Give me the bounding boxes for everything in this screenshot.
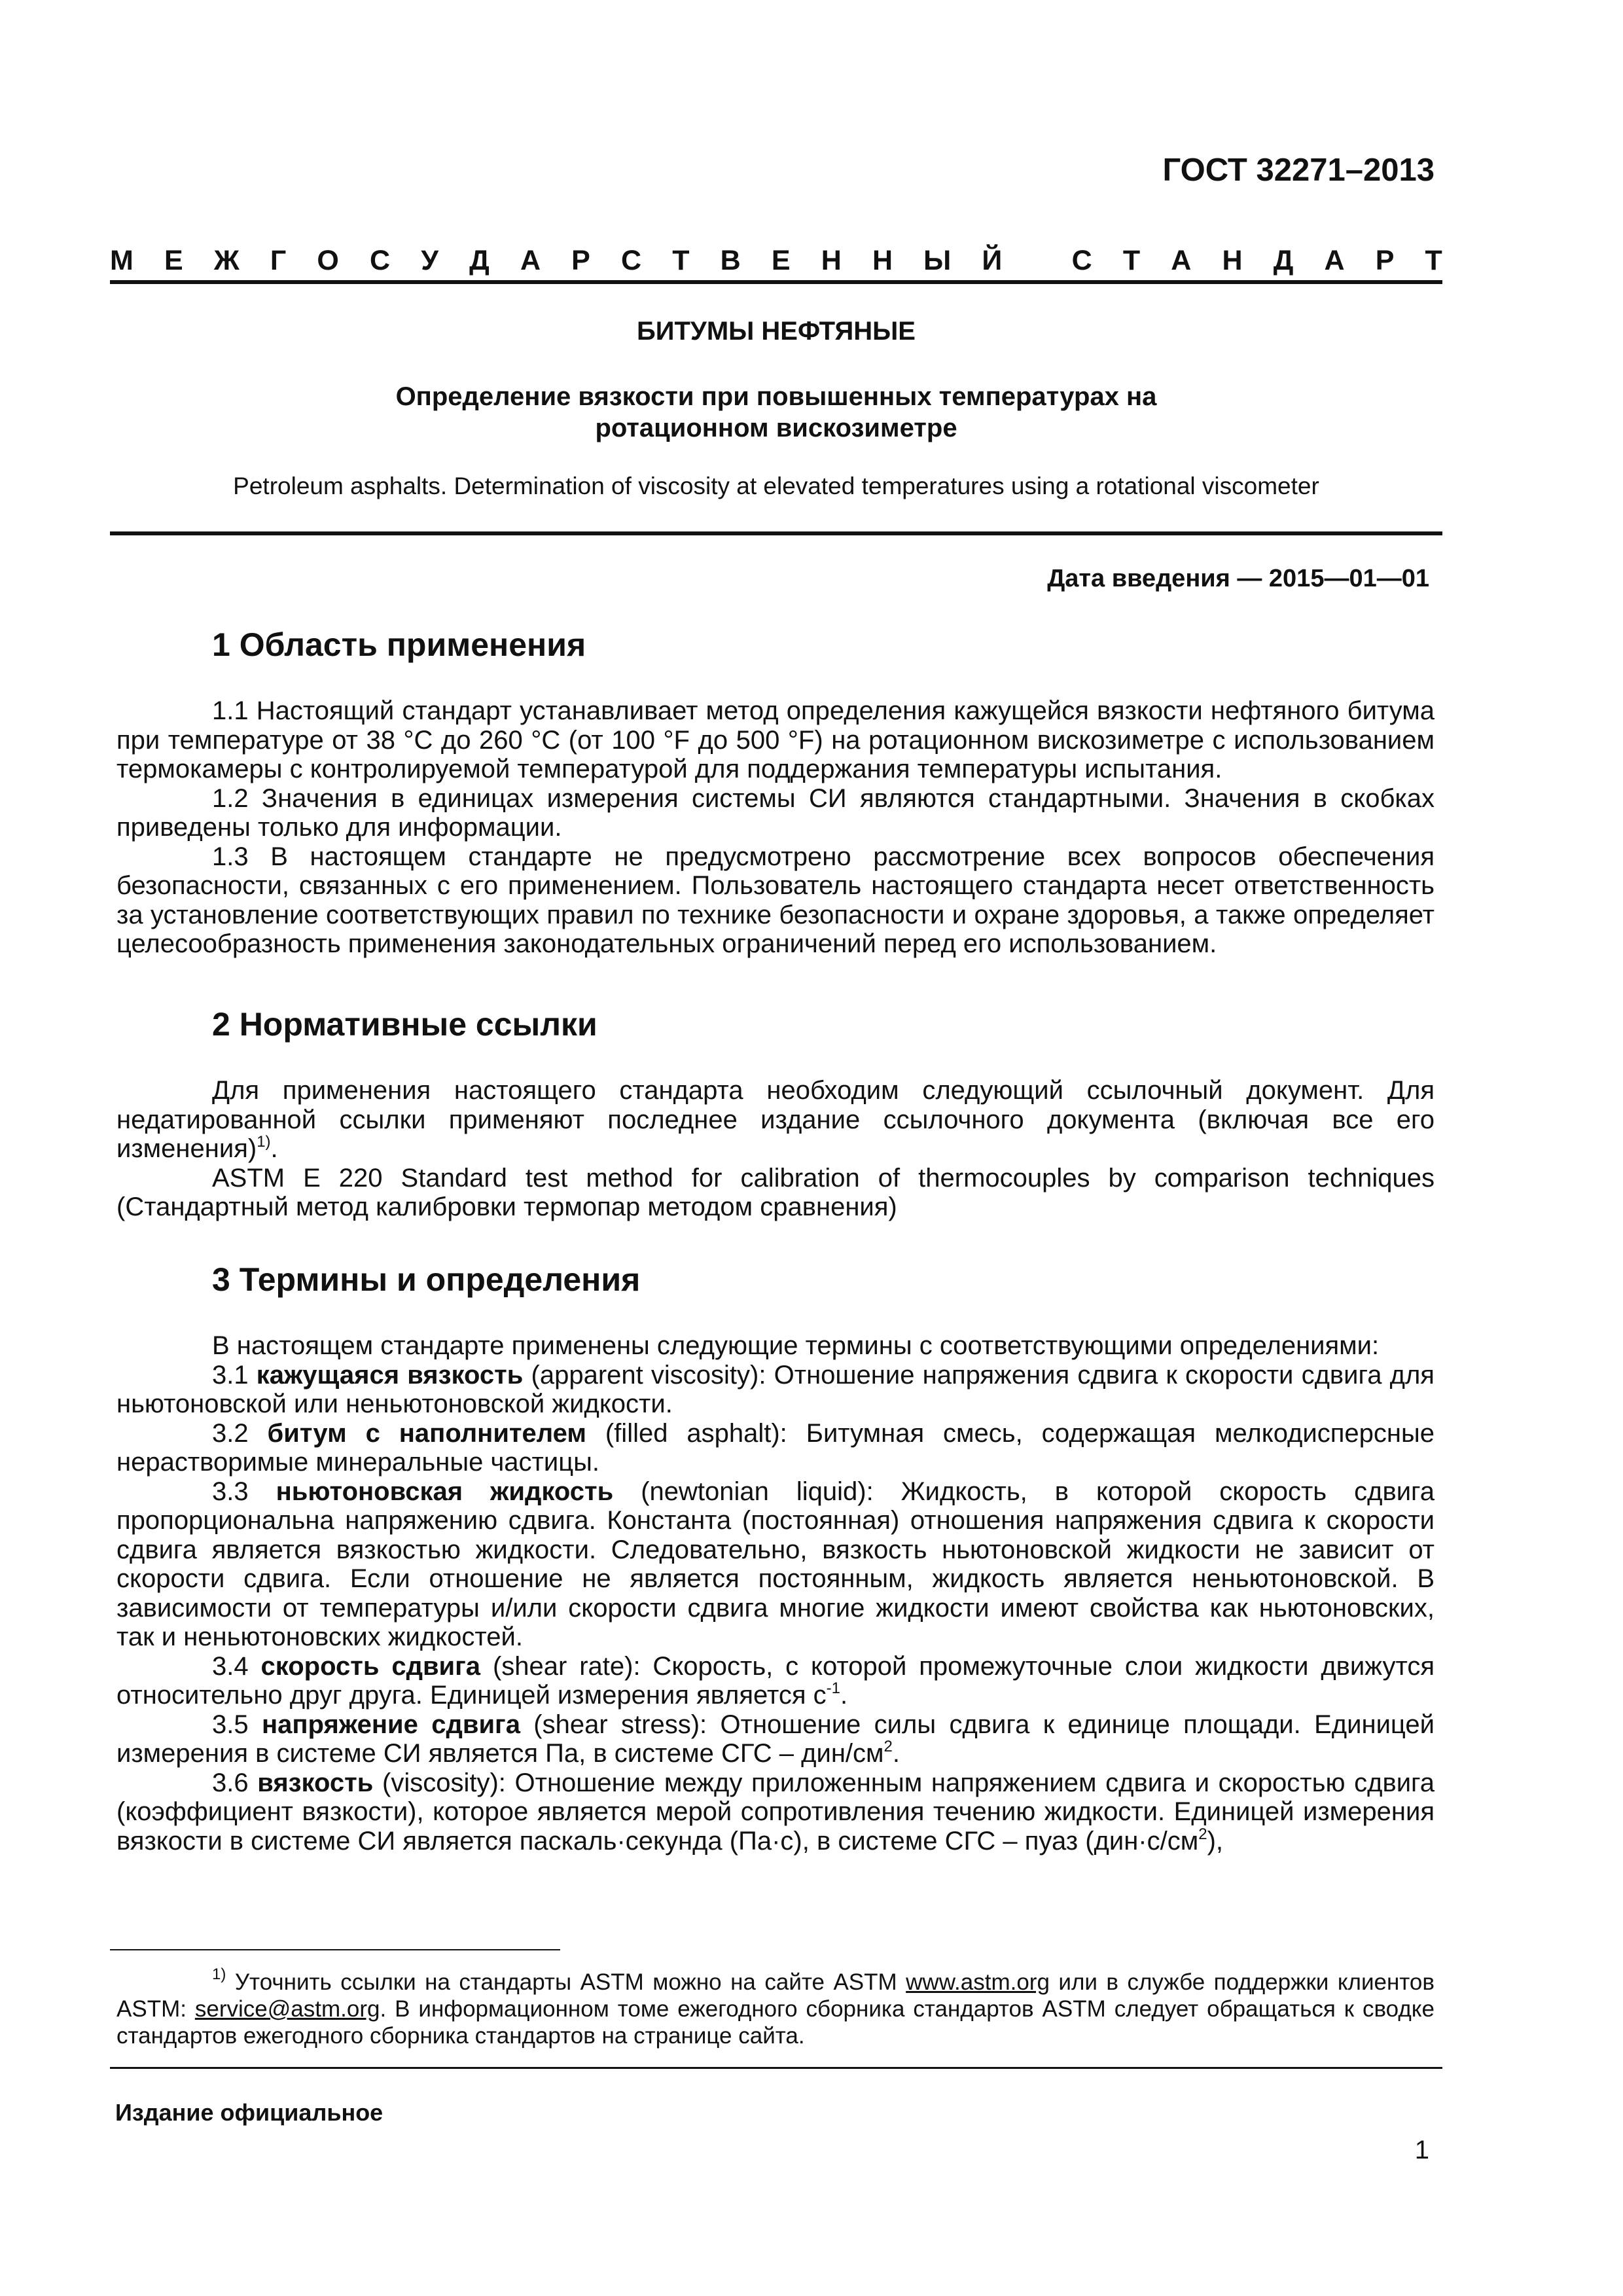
subtitle-line-1: Определение вязкости при повышенных температурах на [395,382,1157,411]
heading-letter: С [370,245,391,276]
heading-letter: Д [469,245,490,276]
paragraph-1-1: 1.1 Настоящий стандарт устанавливает метод определения кажущейся вязкости нефтяного битума при температуре от 38 °С до 260 °С (от 100 °F до 500 °F) на ротационном вискозиметре с использованием термокамеры с контролируемой температурой для поддержания температуры испытания. [116,696,1435,783]
heading-letter: Н [1222,245,1243,276]
heading-letter: Е [164,245,183,276]
paragraph-2-intro: Для применения настоящего стандарта необходим следующий ссылочный документ. Для недатированной ссылки применяют последнее издание ссылочного документа (включая все его изменения)$^{1)}$. [116,1076,1435,1163]
english-title: Petroleum asphalts. Determination of viscosity at elevated temperatures using a rotational viscometer [233,473,1319,499]
section-3-heading: 3 Термины и определения [212,1261,641,1298]
paragraph-1-3: 1.3 В настоящем стандарте не предусмотрено рассмотрение всех вопросов обеспечения безопасности, связанных с его применением. Пользователь настоящего стандарта несет ответственность за установление соответствующих правил по технике безопасности и охране здоровья, а также определяет целесообразность применения законодательных ограничений перед его использованием. [116,842,1435,958]
heading-letter: А [1171,245,1192,276]
heading-letter: Ж [213,245,240,276]
heading-letter: Т [1122,245,1141,276]
section-1-heading: 1 Область применения [212,626,586,663]
heading-letter: Р [571,245,590,276]
document-title: БИТУМЫ НЕФТЯНЫЕ [637,317,916,346]
term-name: напряжение сдвига [261,1710,520,1739]
heading-letter: Ы [923,245,952,276]
heading-letter: Г [270,245,287,276]
heading-letter: А [1324,245,1345,276]
heading-letter: Е [771,245,791,276]
term-name: битум с наполнителем [267,1418,586,1448]
standard-type-heading [110,245,1442,277]
subtitle-line-2: ротационном вискозиметре [595,414,957,442]
paragraph-2-reference: ASTM E 220 Standard test method for calibration of thermocouples by comparison techniques (Стандартный метод калибровки термопар методом сравнения) [116,1163,1435,1221]
heading-letter: Й [982,245,1003,276]
title-divider [110,531,1442,535]
term-name: кажущаяся вязкость [256,1360,524,1390]
section-3-body [116,1331,1435,1856]
term-3-5: 3.5 напряжение сдвига (shear stress): Отношение силы сдвига к единице площади. Единицей измерения в системе СИ является Па, в системе СГС – дин/$см^2$. [116,1710,1435,1768]
heading-letter: Н [821,245,842,276]
section-2-heading: 2 Нормативные ссылки [212,1006,597,1043]
section-1-body [116,696,1435,959]
term-name: ньютоновская жидкость [276,1477,614,1506]
heading-letter [1033,245,1041,277]
footnote-divider [110,1949,560,1950]
footnote-marker: 1) [212,1965,226,1983]
footer-divider [110,2067,1442,2069]
heading-letter: Т [1425,245,1442,276]
term-3-1: 3.1 кажущаяся вязкость (apparent viscosity): Отношение напряжения сдвига к скорости сдвига для ньютоновской или неньютоновской жидкости. [116,1360,1435,1418]
heading-letter: С [1071,245,1092,276]
page-number: 1 [1414,2136,1429,2164]
astm-email-link[interactable]: service@astm.org [194,1996,380,2022]
header-divider [110,280,1442,284]
heading-letter: А [520,245,541,276]
heading-letter: Т [672,245,690,276]
heading-letter: В [720,245,741,276]
term-3-3: 3.3 ньютоновская жидкость (newtonian liquid): Жидкость, в которой скорость сдвига пропорциональна напряжению сдвига. Константа (постоянная) отношения напряжения сдвига к скорости сдвига является вязкостью жидкости. Следовательно, вязкость ньютоновской жидкости не зависит от скорости сдвига. Если отношение не является постоянным, жидкость является неньютоновской. В зависимости от температуры и/или скорости сдвига многие жидкости имеют свойства как ньютоновских, так и неньютоновских жидкостей. [116,1477,1435,1651]
section-2-body [116,1076,1435,1222]
footnote: $^{1)}$ Уточнить ссылки на стандарты ASTM можно на сайте ASTM www.astm.org или в службе поддержки клиентов ASTM: service@astm.org. В информационном томе ежегодного сборника стандартов ASTM следует обращаться к сводке стандартов ежегодного сборника стандартов на странице сайта. [116,1965,1435,2049]
paragraph-1-2: 1.2 Значения в единицах измерения системы СИ являются стандартными. Значения в скобках приведены только для информации. [116,783,1435,842]
heading-letter: У [421,245,438,276]
term-3-6: 3.6 вязкость (viscosity): Отношение между приложенным напряжением сдвига и скоростью сдвига (коэффициент вязкости), которое является мерой сопротивления течению жидкости. Единицей измерения вязкости в системе СИ является паскаль·секунда (Па·с), в системе СГС – пуаз $(дин\cdot с/см^2)$, [116,1768,1435,1856]
introduction-date: Дата введения — 2015—01—01 [1047,565,1429,592]
heading-letter: Н [872,245,893,276]
term-name: вязкость [257,1768,374,1797]
footnote-ref: 1) [257,1133,271,1151]
heading-letter: М [110,245,134,276]
heading-letter: Д [1273,245,1294,276]
heading-letter: Р [1375,245,1395,276]
heading-letter: С [621,245,642,276]
paragraph-3-intro: В настоящем стандарте применены следующие термины с соответствующими определениями: [212,1331,1380,1360]
document-number: ГОСТ 32271–2013 [1162,152,1435,188]
term-3-2: 3.2 битум с наполнителем (filled asphalt): Битумная смесь, содержащая мелкодисперсные нерастворимые минеральные частицы. [116,1418,1435,1477]
official-edition-label: Издание официальное [115,2099,383,2126]
term-3-4: 3.4 скорость сдвига (shear rate): Скорость, с которой промежуточные слои жидкости движутся относительно друг друга. Единицей измерения является $с^{-1}$. [116,1651,1435,1710]
astm-website-link[interactable]: www.astm.org [906,1969,1050,1995]
heading-letter: О [317,245,339,276]
term-name: скорость сдвига [260,1651,481,1681]
document-subtitle [110,381,1442,444]
